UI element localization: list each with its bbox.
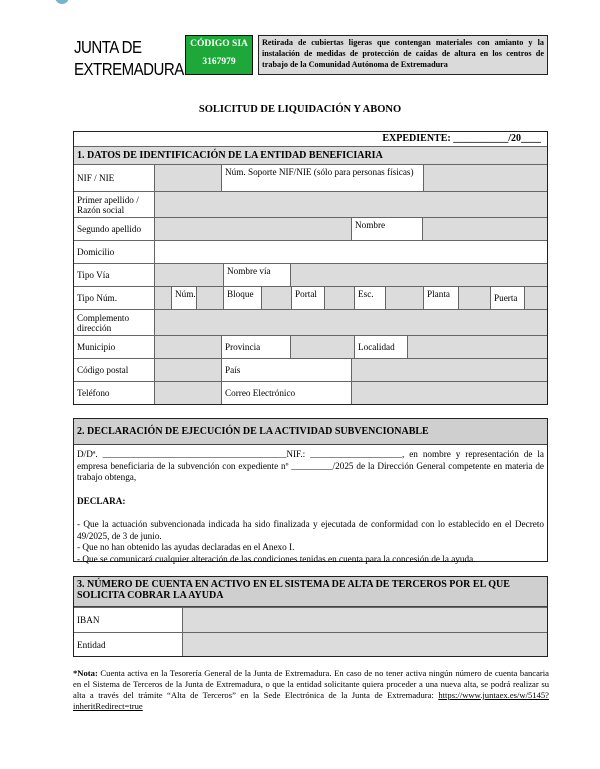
nombre-via-input[interactable]: [290, 264, 547, 286]
declaration-body: [77, 449, 544, 565]
num-label: Núm.: [171, 287, 196, 309]
bloque-label: Bloque: [223, 287, 261, 309]
complemento-input[interactable]: [154, 310, 547, 335]
expediente-row: [74, 132, 547, 146]
cp-row: [74, 358, 547, 381]
municipio-label: Municipio: [77, 342, 116, 352]
tipo-via-row: [74, 263, 547, 286]
entidad-label: Entidad: [77, 639, 106, 650]
domicilio-row: [74, 240, 547, 263]
declaration-intro: D/Dª. ________________________________________NIF.: ____________________, en nombre y representación de la empresa beneficiaria de la subvención con expediente nº _________/2025 de la Dirección General competente en materia de trabajo obtenga,: [77, 449, 544, 482]
complemento-label: Complemento dirección: [77, 312, 130, 333]
section-declaration: [73, 418, 548, 562]
nombre-via-label: Nombre vía: [223, 264, 290, 286]
section1-heading-row: [74, 146, 547, 164]
municipio-input[interactable]: [154, 336, 221, 358]
logo-line-2: EXTREMADURA: [74, 59, 184, 79]
note-text: Cuenta activa en la Tesorería General de la Junta de Extremadura. En caso de no tener activa ningún número de cuenta bancaria en el Sistema de Terceros de la Junta de Extremadura, o que la entidad solicitante quiera proceder a una nueva alta, se podrá realizar su alta a través del trámite “Alta de Terceros” en la Sede Electrónica de la Junta de Extremadura:: [73, 668, 549, 700]
correo-label: Correo Electrónico: [221, 382, 351, 404]
nif-row: [74, 164, 547, 191]
sia-code-label: CÓDIGO SIA: [190, 39, 248, 49]
portal-label: Portal: [291, 287, 324, 309]
note-lead: *Nota:: [73, 668, 98, 678]
apellido1-label: Primer apellido / Razón social: [77, 194, 139, 215]
apellido2-row: [74, 217, 547, 240]
tipo-num-row: [74, 286, 547, 309]
junta-logo: [74, 36, 184, 80]
document-title: SOLICITUD DE LIQUIDACIÓN Y ABONO: [198, 104, 402, 115]
section-identification: [73, 131, 548, 405]
planta-label: Planta: [423, 287, 458, 309]
municipio-row: [74, 335, 547, 358]
tipo-via-input[interactable]: [154, 264, 223, 286]
esc-input[interactable]: [385, 287, 423, 309]
section-bank-account: [73, 576, 548, 657]
soporte-label: Núm. Soporte NIF/NIE (sólo para personas físicas): [221, 165, 423, 191]
sia-code-box: [185, 35, 253, 75]
esc-label: Esc.: [354, 287, 385, 309]
bloque-input[interactable]: [261, 287, 291, 309]
portal-input[interactable]: [324, 287, 354, 309]
localidad-input[interactable]: [407, 336, 547, 358]
nif-label: NIF / NIE: [77, 173, 115, 183]
section2-heading: 2. DECLARACIÓN DE EJECUCIÓN DE LA ACTIVIDAD SUBVENCIONABLE: [74, 419, 547, 445]
apellido2-input[interactable]: [154, 218, 351, 240]
nombre-input[interactable]: [422, 218, 547, 240]
footnote: [73, 668, 549, 712]
puerta-input[interactable]: [524, 287, 547, 309]
pais-input[interactable]: [351, 359, 547, 381]
puerta-label: Puerta: [490, 287, 524, 309]
correo-input[interactable]: [351, 382, 547, 404]
domicilio-input[interactable]: [154, 241, 547, 263]
logo-mark: [55, 0, 69, 4]
iban-label: IBAN: [77, 615, 100, 625]
telefono-input[interactable]: [154, 382, 221, 404]
declaration-item-2: - Que no han obtenido las ayudas declaradas en el Anexo I.: [77, 542, 295, 552]
declara-heading: DECLARA:: [77, 495, 126, 506]
cp-label: Código postal: [77, 365, 129, 375]
provincia-label: Provincia: [221, 336, 290, 358]
iban-row: [74, 607, 547, 632]
declaration-item-3: - Que se comunicará cualquier alteración de las condiciones tenidas en cuenta para la concesión de la ayuda.: [77, 553, 476, 564]
logo-line-1: JUNTA DE: [74, 37, 142, 57]
tipo-via-label: Tipo Vía: [77, 270, 110, 280]
pais-label: País: [221, 359, 351, 381]
telefono-row: [74, 381, 547, 404]
localidad-label: Localidad: [354, 336, 407, 358]
cp-input[interactable]: [154, 359, 221, 381]
section3-heading: 3. NÚMERO DE CUENTA EN ACTIVO EN EL SISTEMA DE ALTA DE TERCEROS POR EL QUE SOLICITA COBRAR LA AYUDA: [74, 577, 547, 607]
nombre-label: Nombre: [351, 218, 422, 240]
complemento-row: [74, 309, 547, 335]
domicilio-label: Domicilio: [77, 247, 115, 257]
section1-heading: 1. DATOS DE IDENTIFICACIÓN DE LA ENTIDAD BENEFICIARIA: [77, 149, 383, 161]
declaration-item-1: - Que la actuación subvencionada indicada ha sido finalizada y ejecutada de conformidad con lo establecido en el Decreto 49/2025, de 3 de junio.: [77, 519, 544, 541]
apellido1-input[interactable]: [154, 192, 547, 217]
iban-input[interactable]: [182, 608, 547, 632]
entidad-row: [74, 632, 547, 656]
entidad-input[interactable]: [182, 633, 547, 656]
apellido1-row: [74, 191, 547, 217]
telefono-label: Teléfono: [77, 388, 110, 398]
nif-input[interactable]: [154, 165, 221, 191]
tipo-num-input[interactable]: [154, 287, 171, 309]
expediente-field[interactable]: EXPEDIENTE: ___________/20____: [382, 133, 541, 144]
alta-terceros-link[interactable]: https://www.juntaex.es/w/5145?inheritRedirect=true: [73, 690, 549, 711]
provincia-input[interactable]: [290, 336, 354, 358]
sia-code-value: 3167979: [202, 57, 236, 67]
planta-input[interactable]: [458, 287, 490, 309]
apellido2-label: Segundo apellido: [77, 224, 142, 234]
soporte-input[interactable]: [423, 165, 547, 191]
tipo-num-label: Tipo Núm.: [77, 293, 117, 303]
procedure-description: Retirada de cubiertas ligeras que contengan materiales con amianto y la instalación de medidas de protección de caídas de altura en los centros de trabajo de la Comunidad Autónoma de Extremadura: [258, 35, 548, 75]
num-input[interactable]: [196, 287, 223, 309]
